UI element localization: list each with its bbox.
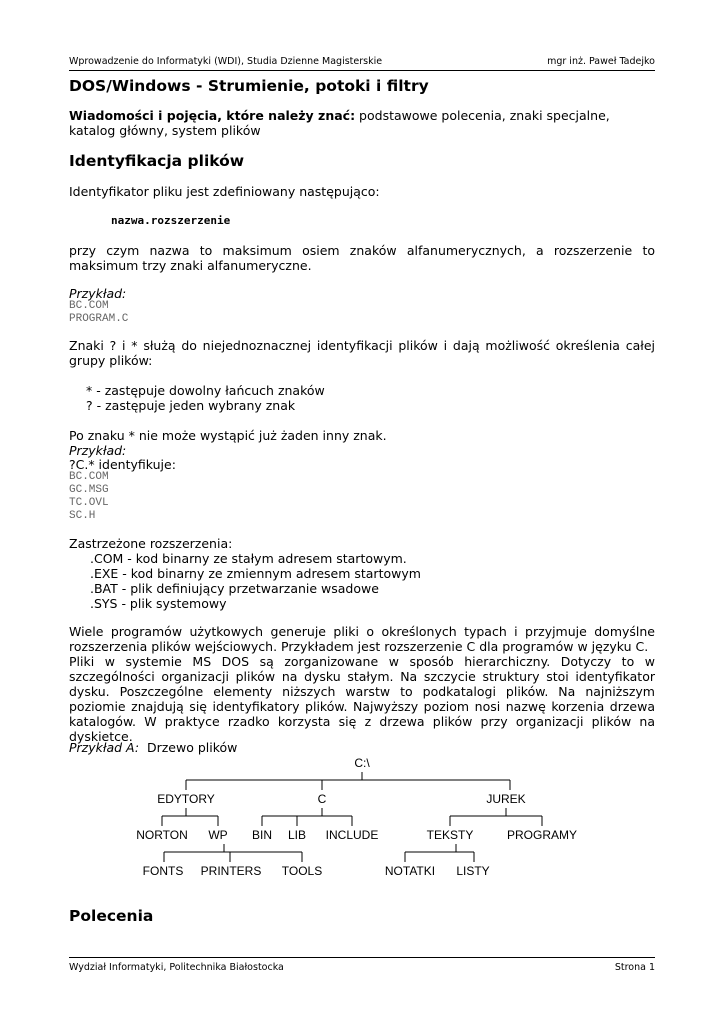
tree-node-c: C [317, 792, 327, 806]
tree-node-include: INCLUDE [325, 828, 379, 842]
example-2-pattern: ?C.* identyfikuje: [69, 457, 176, 472]
tree-node-listy: LISTY [456, 864, 490, 878]
definition-intro: Identyfikator pliku jest zdefiniowany następująco: [69, 184, 380, 199]
reserved-com: .COM - kod binarny ze stałym adresem startowym. [90, 551, 407, 566]
tree-node-teksty: TEKSTY [426, 828, 474, 842]
footer-rule [69, 957, 655, 958]
example-label-1: Przykład: [69, 286, 127, 301]
tree-node-bin: BIN [251, 828, 273, 842]
wildcard-paragraph: Znaki ? i * służą do niejednoznacznej identyfikacji plików i dają możliwość określenia całej grupy plików: [69, 338, 655, 368]
tree-node-notatki: NOTATKI [384, 864, 436, 878]
tree-node-edytory: EDYTORY [157, 792, 215, 806]
example-1-line-2: PROGRAM.C [69, 313, 129, 325]
tree-node-wp: WP [208, 828, 228, 842]
section-heading-identification: Identyfikacja plików [69, 152, 245, 170]
wildcard-question: ? - zastępuje jeden wybrany znak [86, 398, 296, 413]
wildcard-note: Po znaku * nie może wystąpić już żaden inny znak. [69, 428, 387, 443]
definition-paragraph: przy czym nazwa to maksimum osiem znaków alfanumerycznych, a rozszerzenie to maksimum trzy znaki alfanumeryczne. [69, 243, 655, 273]
example-a-label: Przykład A: [69, 740, 140, 755]
paragraph-extensions: Wiele programów użytkowych generuje pliki o określonych typach i przyjmuje domyślne rozszerzenia plików wejściowych. Przykładem jest rozszerzenie C dla programów w języku C. [69, 624, 655, 654]
tree-node-tools: TOOLS [281, 864, 323, 878]
footer-page-number: Strona 1 [614, 962, 655, 973]
intro-text: podstawowe polecenia, znaki specjalne, katalog główny, system plików [69, 108, 610, 138]
section-heading-commands: Polecenia [69, 907, 154, 925]
tree-node-lib: LIB [287, 828, 307, 842]
example-2-line-1: BC.COM [69, 471, 109, 483]
paragraph-hierarchy: Pliki w systemie MS DOS są zorganizowane w sposób hierarchiczny. Dotyczy to w szczególności organizacji plików na dysku stałym. Na szczycie struktury stoi identyfikator dysku. Poszczególne elementy niższych warstw to podkatalogi plików. Na najniższym poziomie znajdują się identyfikatory plików. Najwyższy poziom nosi nazwę korzenia drzewa katalogów. W praktyce rzadko korzysta się z drzewa plików przy organizacji plików na dyskietce. [69, 654, 655, 744]
footer-faculty: Wydział Informatyki, Politechnika Białostocka [69, 962, 284, 973]
wildcard-star: * - zastępuje dowolny łańcuch znaków [86, 383, 325, 398]
tree-node-fonts: FONTS [142, 864, 184, 878]
tree-node-root: C:\ [354, 756, 370, 770]
example-2-line-4: SC.H [69, 510, 96, 522]
reserved-sys: .SYS - plik systemowy [90, 596, 227, 611]
reserved-exe: .EXE - kod binarny ze zmiennym adresem startowym [90, 566, 421, 581]
header-author: mgr inż. Paweł Tadejko [547, 56, 655, 67]
header-course: Wprowadzenie do Informatyki (WDI), Studia Dzienne Magisterskie [69, 56, 383, 67]
filename-format: nazwa.rozszerzenie [111, 214, 231, 227]
tree-node-printers: PRINTERS [200, 864, 262, 878]
example-2-line-3: TC.OVL [69, 497, 109, 509]
document-title: DOS/Windows - Strumienie, potoki i filtry [69, 77, 429, 95]
tree-node-jurek: JUREK [486, 792, 526, 806]
example-2-line-2: GC.MSG [69, 484, 109, 496]
example-a-title: Drzewo plików [146, 740, 238, 755]
tree-node-norton: NORTON [136, 828, 188, 842]
example-label-2: Przykład: [69, 443, 127, 458]
intro-bold: Wiadomości i pojęcia, które należy znać: [69, 108, 356, 123]
tree-node-programy: PROGRAMY [506, 828, 578, 842]
reserved-title: Zastrzeżone rozszerzenia: [69, 536, 233, 551]
page-footer [69, 962, 655, 973]
reserved-bat: .BAT - plik definiujący przetwarzanie wsadowe [90, 581, 379, 596]
example-1-line-1: BC.COM [69, 300, 109, 312]
